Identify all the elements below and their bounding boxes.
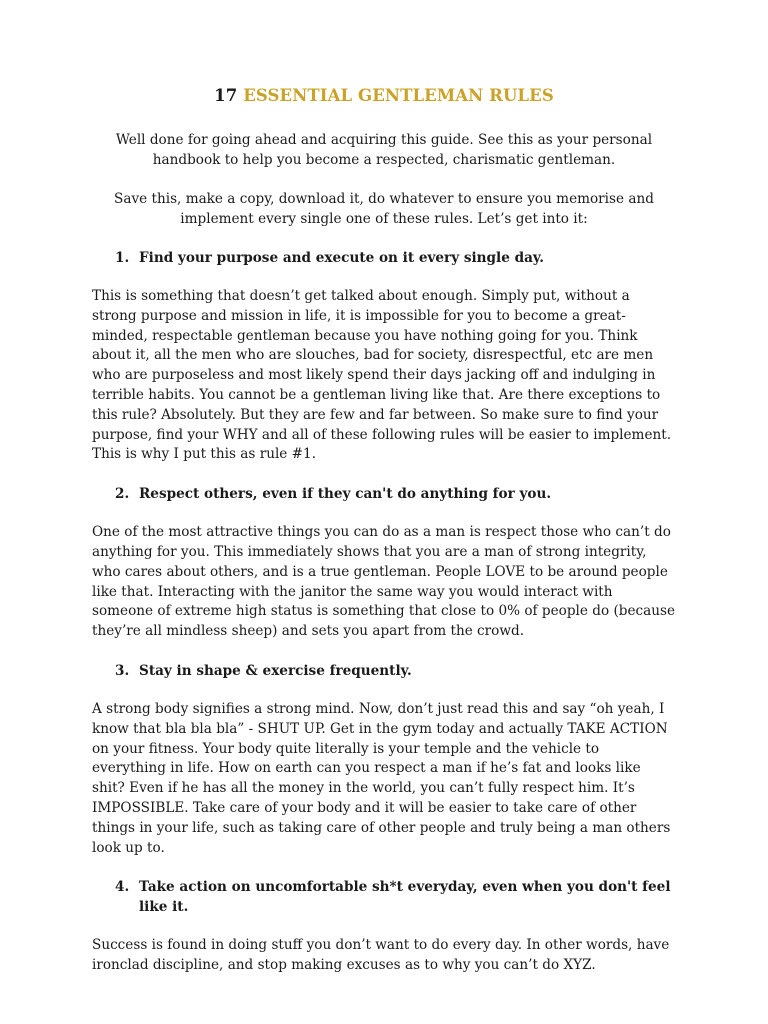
document-title [92,86,676,105]
title-number: 17 [214,86,238,105]
intro-paragraph-2: Save this, make a copy, download it, do whatever to ensure you memorise and implement every single one of these rules. Let’s get into it: [114,191,654,227]
rule-1-heading-text: Find your purpose and execute on it every single day. [139,250,544,266]
intro-paragraph-1: Well done for going ahead and acquiring this guide. See this as your personal handbook to help you become a respected, charismatic gentleman. [115,132,653,168]
title-text: ESSENTIAL GENTLEMAN RULES [243,86,554,105]
rule-1-heading [92,248,676,268]
rule-2-body: One of the most attractive things you can do as a man is respect those who can’t do anything for you. This immediately shows that you are a man of strong integrity, who cares about others, and is a true gentleman. People LOVE to be around people like that. Interacting with the janitor the same way you would interact with someone of extreme high status is something that close to 0% of people do (because they’re all mindless sheep) and sets you apart from the crowd. [92,524,676,640]
rule-3-number: 3. [115,662,130,679]
rule-1-body: This is something that doesn’t get talked about enough. Simply put, without a strong purpose and mission in life, it is impossible for you to become a great-minded, respectable gentleman because you have nothing going for you. Think about it, all the men who are slouches, bad for society, disrespectful, etc are men who are purposeless and most likely spend their days jacking off and indulging in terrible habits. You cannot be a gentleman living like that. Are there exceptions to this rule? Absolutely. But they are few and far between. So make sure to find your purpose, find your WHY and all of these following rules will be easier to implement. This is why I put this as rule #1. [92,288,672,463]
rule-2-number: 2. [115,486,130,503]
rule-4-heading [92,877,676,917]
rule-3-heading [92,661,676,681]
rule-3-body: A strong body signifies a strong mind. Now, don’t just read this and say “oh yeah, I know that bla bla bla” - SHUT UP. Get in the gym today and actually TAKE ACTION on your fitness. Your body quite literally is your temple and the vehicle to everything in life. How on earth can you respect a man if he’s fat and looks like shit? Even if he has all the money in the world, you can’t fully respect him. It’s IMPOSSIBLE. Take care of your body and it will be easier to take care of other things in your life, such as taking care of other people and truly being a man others look up to. [92,700,671,856]
rule-4-body: Success is found in doing stuff you don’t want to do every day. In other words, have ironclad discipline, and stop making excuses as to why you can’t do XYZ. [92,937,670,974]
rule-4-number: 4. [115,879,130,896]
rule-3-heading-text: Stay in shape & exercise frequently. [139,662,412,679]
rule-4-heading-text: Take action on uncomfortable sh*t everyday, even when you don't feel like it. [139,879,671,916]
rule-1-number: 1. [115,250,130,266]
rule-2-heading [92,484,676,504]
rule-2-heading-text: Respect others, even if they can't do anything for you. [139,486,552,503]
